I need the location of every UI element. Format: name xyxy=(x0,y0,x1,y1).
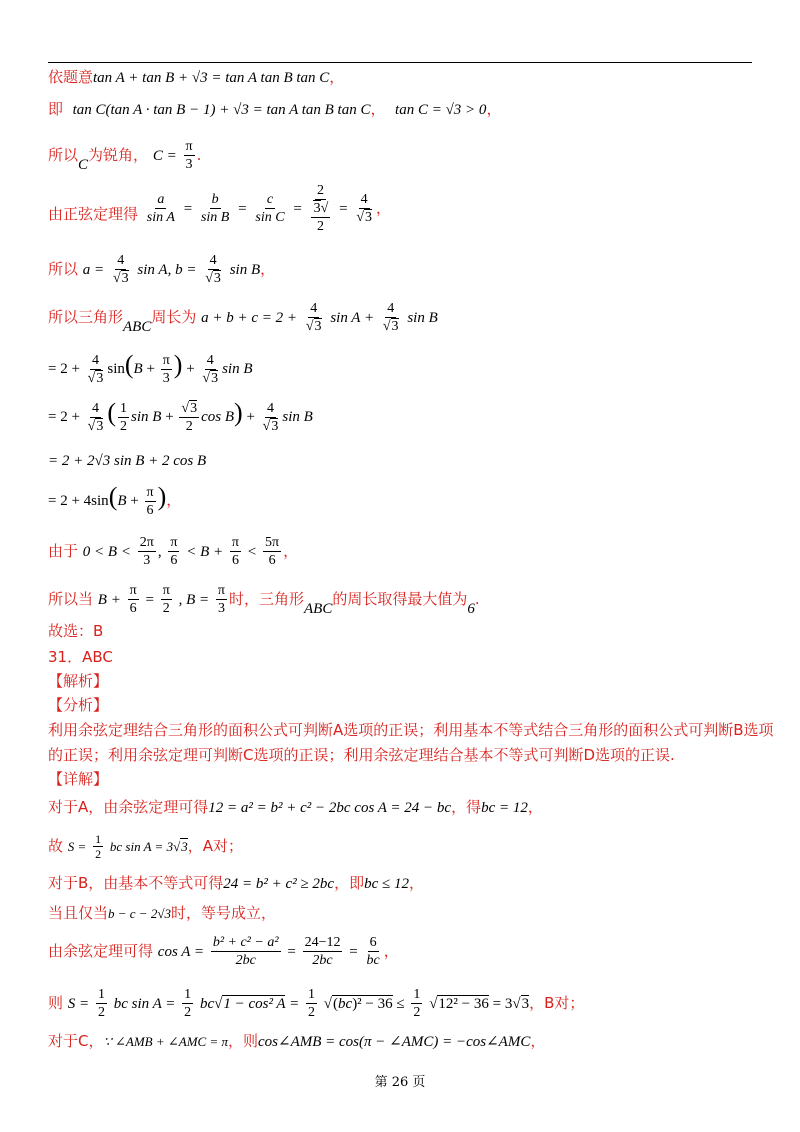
answer-prev: 故选：B xyxy=(48,622,104,640)
page-number: 第 26 页 xyxy=(374,1075,426,1090)
solution-line-4: 由正弦定理得 $\frac{a}{\text{sin A}}$ = $\frac{b}{\text{sin B}}$ = $\frac{c}{\text{sin C}}$ = $\frac{2}{\frac{3√}{2}}$ = $\frac{4}{√3}$ ， xyxy=(48,183,392,234)
solution-line-2: 即 tan C(tan A · tan B − 1) + √3 = tan A tan B tan C， tan C = √3 > 0， xyxy=(48,100,502,118)
section-xiangjie: 【详解】 xyxy=(48,770,109,788)
solution-line-11: 由于 0 < B < $\frac{2\pi}{3}$ , $\frac{\pi}{6}$ < B + $\frac{\pi}{6}$ < $\frac{5\pi}{6}$ ， xyxy=(48,535,299,568)
section-jiexi: 【解析】 xyxy=(48,672,109,690)
detail-cos: 由余弦定理可得 cos A = $\frac{\text{b² + c² − a²}}{2bc}$ = $\frac{24-12}{2bc}$ = $\frac{6}{bc}$ ， xyxy=(48,935,399,968)
detail-area-bound: 则 S = $\frac{1}{2}$ bc sin A = $\frac{1}{2}$ bc√1 − cos² A = $\frac{1}{2}$ √(bc)² − 36 ≤ $\frac{1}{2}$ √12² − 36 = 3√3，B对； xyxy=(48,987,585,1020)
solution-line-12: 所以当 B + $\frac{\pi}{6}$ = $\frac{\pi}{2}$ , B = $\frac{\pi}{3}$ 时，三角形ABC的周长取得最大值为6. xyxy=(48,583,480,617)
analysis-line-1: 利用余弦定理结合三角形的面积公式可判断A选项的正误；利用基本不等式结合三角形的面积公式可判断B选项 xyxy=(48,721,774,739)
detail-b: 对于B，由基本不等式可得24 = b² + c² ≥ 2bc，即bc ≤ 12， xyxy=(48,874,425,892)
section-fenxi: 【分析】 xyxy=(48,696,109,714)
detail-c: 对于C，∵ ∠AMB + ∠AMC = π，则cos∠AMB = cos(π − ∠AMC) = −cos∠AMC， xyxy=(48,1032,546,1050)
solution-line-8: = 2 + $\frac{4}{√3}$ ( $\frac{1}{2}$ sin B + $\frac{√3}{2}$ cos B) + $\frac{4}{√3}$ sin B xyxy=(48,397,313,434)
solution-line-9: = 2 + 2√3 sin B + 2 cos B xyxy=(48,453,207,469)
solution-line-1: 依题意tan A + tan B + √3 = tan A tan B tan C， xyxy=(48,68,345,86)
question-number: 31．ABC xyxy=(48,648,113,666)
solution-line-6: 所以三角形ABC周长为 a + b + c = 2 + $\frac{4}{√3}$ sin A + $\frac{4}{√3}$ sin B xyxy=(48,301,438,335)
detail-a: 对于A，由余弦定理可得12 = a² = b² + c² − 2bc cos A = 24 − bc，得bc = 12， xyxy=(48,798,543,816)
detail-equality: 当且仅当b − c − 2√3时，等号成立， xyxy=(48,904,276,922)
solution-line-10: = 2 + 4sin(B + $\frac{\pi}{6}$ )， xyxy=(48,481,182,518)
solution-line-3: 所以C为锐角， C = $\frac{\pi}{3}$ . xyxy=(48,139,202,173)
detail-area: 故 S = $\frac{1}{2}$ bc sin A = 3√3，A对； xyxy=(48,832,243,861)
solution-line-7: = 2 + $\frac{4}{√3}$ sin(B + $\frac{\pi}{3}$ ) + $\frac{4}{√3}$ sin B xyxy=(48,349,253,386)
solution-line-5: 所以 a = $\frac{4}{√3}$ sin A, b = $\frac{4}{√3}$ sin B， xyxy=(48,253,276,286)
analysis-line-2: 的正误；利用余弦定理可判断C选项的正误；利用余弦定理结合基本不等式可判断D选项的正误. xyxy=(48,746,675,764)
header-rule xyxy=(48,62,752,63)
